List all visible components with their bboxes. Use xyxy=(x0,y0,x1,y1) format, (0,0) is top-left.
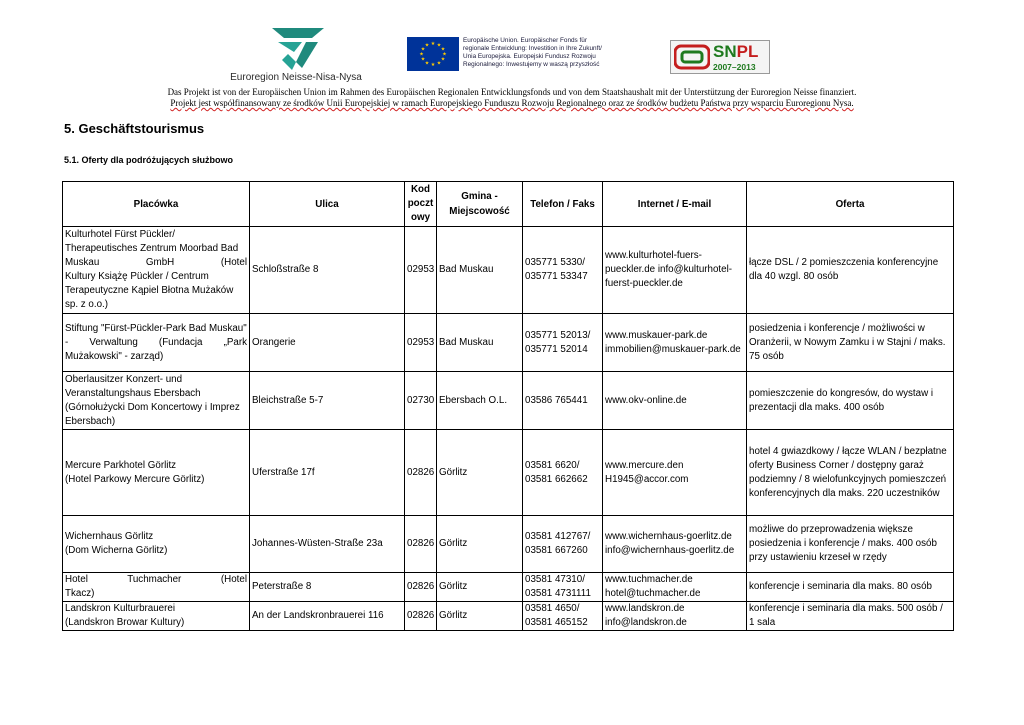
header-gmina: Gmina - Miejscowość xyxy=(437,182,523,227)
cell-kod: 02826 xyxy=(405,602,437,631)
subsection-title: 5.1. Oferty dla podróżujących służbowo xyxy=(64,155,234,165)
table-row xyxy=(63,516,954,573)
snpl-word: SNPL xyxy=(713,42,759,61)
header-ulica: Ulica xyxy=(250,182,405,227)
cell-placowka: Oberlausitzer Konzert- und Veranstaltungshaus Ebersbach (Górnołużycki Dom Koncertowy i Imprez Ebersbach) xyxy=(63,372,250,430)
header-oferta: Oferta xyxy=(747,182,954,227)
svg-text:★: ★ xyxy=(424,42,430,49)
cell-ulica: Bleichstraße 5-7 xyxy=(250,372,405,430)
cell-telefon: 035771 5330/ 035771 53347 xyxy=(523,227,603,314)
table-row xyxy=(63,602,954,631)
cell-gmina: Ebersbach O.L. xyxy=(437,372,523,430)
table-row xyxy=(63,430,954,516)
header-placowka: Placówka xyxy=(63,182,250,227)
cell-kod: 02953 xyxy=(405,314,437,372)
cell-oferta: konferencje i seminaria dla maks. 500 osób / 1 sala xyxy=(747,602,954,631)
cell-telefon: 03586 765441 xyxy=(523,372,603,430)
cell-oferta: możliwe do przeprowadzenia większe posiedzenia i konferencje / maks. 400 osób przy ustawieniu krzeseł w rzędy xyxy=(747,516,954,573)
cell-placowka: Stiftung "Fürst-Pückler-Park Bad Muskau" - Verwaltung (Fundacja „Park Mużakowski" - zarząd) xyxy=(63,314,250,372)
cell-placowka: Hotel Tuchmacher (Hotel Tkacz) xyxy=(63,573,250,602)
eu-flag-icon xyxy=(407,37,459,71)
table-row xyxy=(63,372,954,430)
cell-placowka: Kulturhotel Fürst Pückler/ Therapeutisches Zentrum Moorbad Bad Muskau GmbH (Hotel Kultury Książę Pückler / Centrum Terapeutyczne Kąpiel Błotna Mużaków sp. z o.o.) xyxy=(63,227,250,314)
euroregion-emblem-icon xyxy=(272,28,324,72)
cell-telefon: 03581 412767/ 03581 667260 xyxy=(523,516,603,573)
cell-internet: www.okv-online.de xyxy=(603,372,747,430)
svg-text:★: ★ xyxy=(440,46,446,53)
cell-ulica: Johannes-Wüsten-Straße 23a xyxy=(250,516,405,573)
cell-internet: www.kulturhotel-fuers- pueckler.de info@kulturhotel- fuerst-pueckler.de xyxy=(603,227,747,314)
cell-ulica: An der Landskronbrauerei 116 xyxy=(250,602,405,631)
svg-text:★: ★ xyxy=(430,62,436,68)
cell-internet: www.wichernhaus-goerlitz.de info@wichernhaus-goerlitz.de xyxy=(603,516,747,573)
page-header xyxy=(0,0,1024,112)
eu-funding-text: Europäische Union. Europäischer Fonds für regionale Entwicklung: Investition in Ihre Zukunft/ Unia Europejska. Europejski Fundusz Rozwoju Regionalnego: Inwestujemy w waszą przyszłość xyxy=(463,37,602,69)
cell-kod: 02953 xyxy=(405,227,437,314)
section-title: 5. Geschäftstourismus xyxy=(64,121,205,136)
svg-text:★: ★ xyxy=(420,56,426,63)
cell-telefon: 035771 52013/ 035771 52014 xyxy=(523,314,603,372)
funding-statement xyxy=(0,87,1024,109)
snpl-logo xyxy=(670,40,770,74)
cell-ulica: Peterstraße 8 xyxy=(250,573,405,602)
cell-telefon: 03581 4650/ 03581 465152 xyxy=(523,602,603,631)
cell-internet: www.tuchmacher.de hotel@tuchmacher.de xyxy=(603,573,747,602)
cell-telefon: 03581 6620/ 03581 662662 xyxy=(523,430,603,516)
business-offers-table xyxy=(62,181,954,631)
cell-kod: 02826 xyxy=(405,573,437,602)
funding-statement-pl: Projekt jest współfinansowany ze środków Unii Europejskiej w ramach Europejskiego Funduszu Rozwoju Regionalnego oraz ze środków budżetu Państwa przy wsparciu Euroregionu Nysa. xyxy=(170,98,854,108)
svg-text:★: ★ xyxy=(419,51,424,58)
funding-statement-de: Das Projekt ist von der Europäischen Union im Rahmen des Europäischen Regionalen Entwicklungsfonds und von dem Staatshaushalt mit der Unterstützung der Euroregion Neisse finanziert. xyxy=(167,87,857,97)
svg-text:★: ★ xyxy=(420,46,426,53)
header-internet: Internet / E-mail xyxy=(603,182,747,227)
cell-ulica: Schloßstraße 8 xyxy=(250,227,405,314)
table-row xyxy=(63,573,954,602)
svg-text:★: ★ xyxy=(442,51,447,58)
eu-funding-logo xyxy=(407,37,637,71)
cell-oferta: pomieszczenie do kongresów, do wystaw i prezentacji dla maks. 400 osób xyxy=(747,372,954,430)
cell-kod: 02826 xyxy=(405,430,437,516)
cell-placowka: Mercure Parkhotel Görlitz (Hotel Parkowy Mercure Görlitz) xyxy=(63,430,250,516)
cell-internet: www.mercure.den H1945@accor.com xyxy=(603,430,747,516)
svg-text:★: ★ xyxy=(436,42,442,49)
cell-telefon: 03581 47310/ 03581 4731111 xyxy=(523,573,603,602)
cell-ulica: Orangerie xyxy=(250,314,405,372)
euroregion-logo xyxy=(222,28,370,88)
svg-text:★: ★ xyxy=(424,60,430,67)
cell-oferta: hotel 4 gwiazdkowy / łącze WLAN / bezpłatne oferty Business Corner / dostępny garaż podziemny / 8 wielofunkcyjnych pomieszczeń konferencyjnych dla maks. 220 uczestników xyxy=(747,430,954,516)
cell-placowka: Wichernhaus Görlitz (Dom Wicherna Görlitz) xyxy=(63,516,250,573)
snpl-emblem-icon xyxy=(674,44,710,70)
cell-gmina: Görlitz xyxy=(437,573,523,602)
euroregion-name: Euroregion Neisse-Nisa-Nysa xyxy=(230,72,362,83)
svg-text:★: ★ xyxy=(430,41,436,47)
cell-gmina: Bad Muskau xyxy=(437,314,523,372)
cell-kod: 02826 xyxy=(405,516,437,573)
svg-text:★: ★ xyxy=(440,56,446,63)
table-header-row xyxy=(63,182,954,227)
cell-gmina: Görlitz xyxy=(437,430,523,516)
cell-gmina: Görlitz xyxy=(437,516,523,573)
cell-placowka: Landskron Kulturbrauerei (Landskron Browar Kultury) xyxy=(63,602,250,631)
cell-internet: www.landskron.de info@landskron.de xyxy=(603,602,747,631)
cell-oferta: posiedzenia i konferencje / możliwości w Oranżerii, w Nowym Zamku i w Stajni / maks. 75 osób xyxy=(747,314,954,372)
cell-ulica: Uferstraße 17f xyxy=(250,430,405,516)
table-row xyxy=(63,227,954,314)
table-row xyxy=(63,314,954,372)
cell-oferta: łącze DSL / 2 pomieszczenia konferencyjne dla 40 wzgl. 80 osób xyxy=(747,227,954,314)
cell-oferta: konferencje i seminaria dla maks. 80 osób xyxy=(747,573,954,602)
snpl-years: 2007–2013 xyxy=(713,62,756,72)
cell-kod: 02730 xyxy=(405,372,437,430)
cell-gmina: Bad Muskau xyxy=(437,227,523,314)
header-kod: Kod poczt owy xyxy=(405,182,437,227)
cell-internet: www.muskauer-park.de immobilien@muskauer-park.de xyxy=(603,314,747,372)
svg-text:★: ★ xyxy=(436,60,442,67)
header-telefon: Telefon / Faks xyxy=(523,182,603,227)
cell-gmina: Görlitz xyxy=(437,602,523,631)
